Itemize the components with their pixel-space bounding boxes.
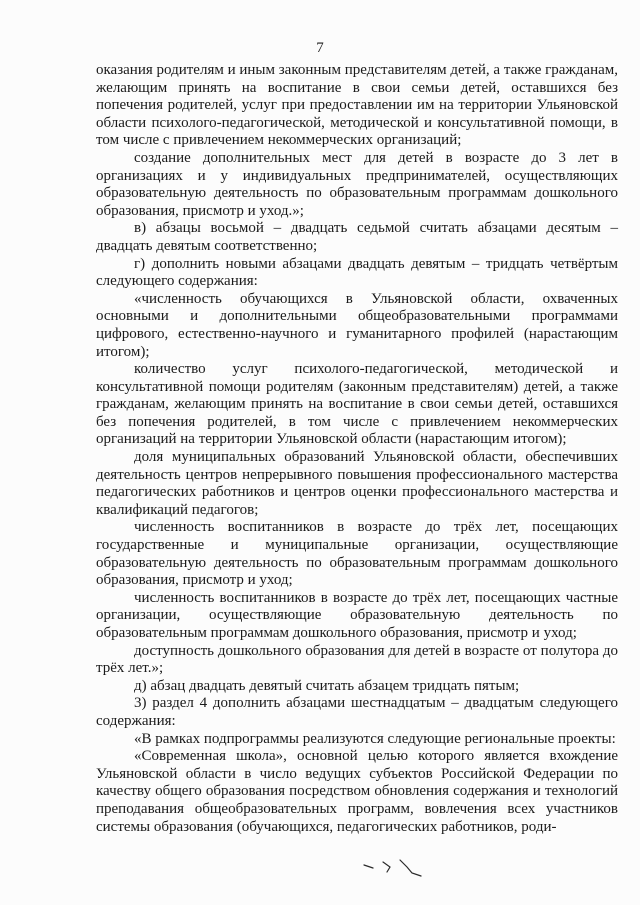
- paragraph: численность воспитанников в возрасте до трёх лет, посещающих частные организации, осуществляющие образовательную деятельность по образовательным программам дошкольного образования, присмотр и уход;: [96, 589, 618, 641]
- paragraph: в) абзацы восьмой – двадцать седьмой считать абзацами десятым – двадцать девятым соответственно;: [96, 220, 618, 254]
- paragraph: г) дополнить новыми абзацами двадцать девятым – тридцать четвёртым следующего содержания:: [96, 255, 618, 290]
- paragraph: «Современная школа», основной целью которого является вхождение Ульяновской области в число ведущих субъектов Российской Федерации по качеству общего образования посредством обновления содержания и технологий преподавания общеобразовательных программ, вовлечения всех участников системы образования (обучающихся, педагогических работников, роди-: [96, 748, 618, 835]
- paragraph: 3) раздел 4 дополнить абзацами шестнадцатым – двадцатым следующего содержания:: [96, 695, 618, 729]
- document-body: [96, 62, 618, 836]
- page-number: 7: [316, 40, 324, 56]
- paragraph: доступность дошкольного образования для детей в возрасте от полутора до трёх лет.»;: [96, 642, 618, 677]
- paragraph: создание дополнительных мест для детей в возрасте до 3 лет в организациях и у индивидуальных предпринимателей, осуществляющих образовательную деятельность по образовательным программам дошкольного образования, присмотр и уход.»;: [96, 149, 618, 219]
- paragraph: «В рамках подпрограммы реализуются следующие региональные проекты:: [134, 730, 616, 747]
- paragraph: «численность обучающихся в Ульяновской области, охваченных основными и дополнительными общеобразовательными программами цифрового, естественно-научного и гуманитарного профилей (нарастающим итогом);: [96, 290, 618, 360]
- paragraph: доля муниципальных образований Ульяновской области, обеспечивших деятельность центров непрерывного повышения профессионального мастерства педагогических работников и центров оценки профессионального мастерства и квалификаций педагогов;: [96, 449, 618, 518]
- handwritten-mark-icon: [360, 858, 430, 878]
- paragraph: количество услуг психолого-педагогической, методической и консультативной помощи родителям (законным представителям) детей, а также гражданам, желающим принять на воспитание в свои семьи детей, оставшихся без попечения родителей, в том числе с привлечением некоммерческих организаций на территории Ульяновской области (нарастающим итогом);: [96, 361, 618, 448]
- paragraph: д) абзац двадцать девятый считать абзацем тридцать пятым;: [134, 677, 520, 694]
- paragraph: оказания родителям и иным законным представителям детей, а также гражданам, желающим принять на воспитание в свои семьи детей, оставшихся без попечения родителей, услуг при предоставлении им на территории Ульяновской области психолого-педагогической, методической и консультативной помощи, в том числе с привлечением некоммерческих организаций;: [96, 62, 618, 149]
- paragraph: численность воспитанников в возрасте до трёх лет, посещающих государственные и муниципальные организации, осуществляющие образовательную деятельность по образовательным программам дошкольного образования, присмотр и уход;: [96, 519, 618, 589]
